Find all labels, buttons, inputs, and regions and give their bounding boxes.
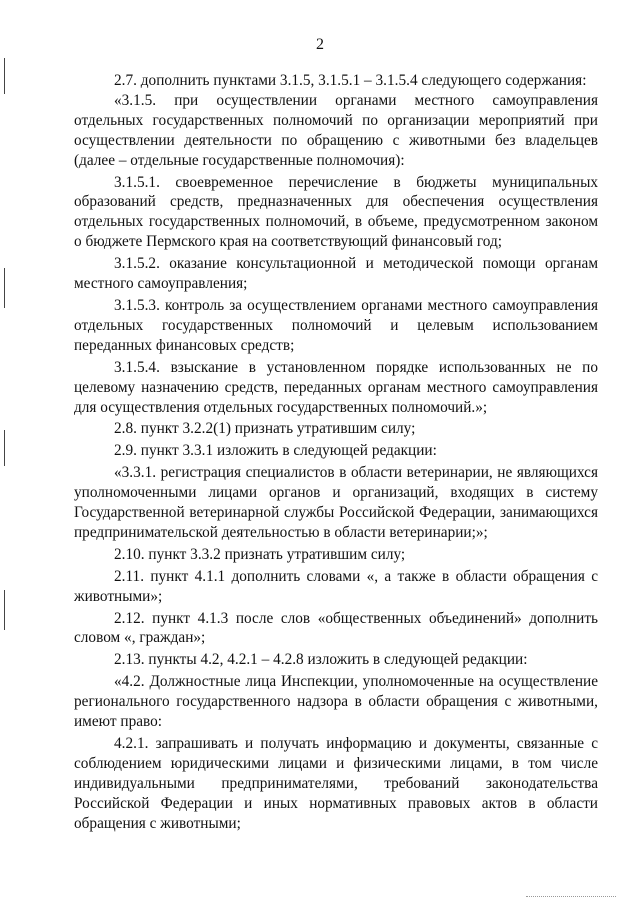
paragraph-2-12: 2.12. пункт 4.1.3 после слов «общественных объединений» дополнить словом «, граждан»; — [74, 609, 598, 647]
paragraph-2-11: 2.11. пункт 4.1.1 дополнить словами «, а также в области обращения с животными»; — [74, 567, 598, 605]
paragraph-3-1-5-2: 3.1.5.2. оказание консультационной и методической помощи органам местного самоуправления; — [74, 255, 598, 293]
scan-artifact — [526, 896, 616, 899]
paragraph-2-10: 2.10. пункт 3.3.2 признать утратившим силу; — [114, 545, 406, 563]
paragraph-2-7: 2.7. дополнить пунктами 3.1.5, 3.1.5.1 – 3.1.5.4 следующего содержания: — [114, 72, 587, 89]
paragraph-2-9: 2.9. пункт 3.3.1 изложить в следующей редакции: — [114, 442, 437, 460]
paragraph-4-2: «4.2. Должностные лица Инспекции, уполномоченные на осуществление регионального государственного надзора в области обращения с животными, имеют право: — [74, 673, 598, 731]
paragraph-4-2-1: 4.2.1. запрашивать и получать информацию и документы, связанные с соблюдением юридическими лицами и физическими лицами, в том числе индивидуальными предпринимателями, требований законодательства Российской Федерации и иных нормативных правовых актов в области обращения с животными; — [74, 735, 598, 832]
margin-mark — [4, 590, 5, 630]
paragraph-3-1-5-4: 3.1.5.4. взыскание в установленном порядке использованных не по целевому назначению средств, переданных органам местного самоуправления для осуществления отдельных государственных полномочий.»; — [74, 358, 598, 416]
paragraph-2-8: 2.8. пункт 3.2.2(1) признать утратившим силу; — [114, 420, 416, 438]
paragraph-3-1-5-3: 3.1.5.3. контроль за осуществлением органами местного самоуправления отдельных государственных полномочий и целевым использованием переданных финансовых средств; — [74, 296, 598, 354]
paragraph-2-13: 2.13. пункты 4.2, 4.2.1 – 4.2.8 изложить в следующей редакции: — [114, 651, 528, 669]
margin-mark — [4, 58, 5, 94]
margin-mark — [4, 430, 5, 466]
paragraph-3-1-5: «3.1.5. при осуществлении органами местного самоуправления отдельных государственных полномочий по организации мероприятий при осуществлении деятельности по обращению с животными без владельцев (далее – отдельные государственные полномочия): — [74, 91, 598, 169]
page-number: 2 — [316, 36, 324, 53]
margin-mark — [4, 268, 5, 308]
paragraph-3-1-5-1: 3.1.5.1. своевременное перечисление в бюджеты муниципальных образований средств, предназначенных для обеспечения осуществления отдельных государственных полномочий, в объеме, предусмотренном законом о бюджете Пермского края на соответствующий финансовый год; — [74, 173, 598, 251]
paragraph-3-3-1: «3.3.1. регистрация специалистов в области ветеринарии, не являющихся уполномоченными лицами органов и организаций, входящих в систему Государственной ветеринарной службы Российской Федерации, занимающихся предпринимательской деятельностью в области ветеринарии;»; — [74, 464, 598, 541]
document-body — [74, 71, 598, 834]
